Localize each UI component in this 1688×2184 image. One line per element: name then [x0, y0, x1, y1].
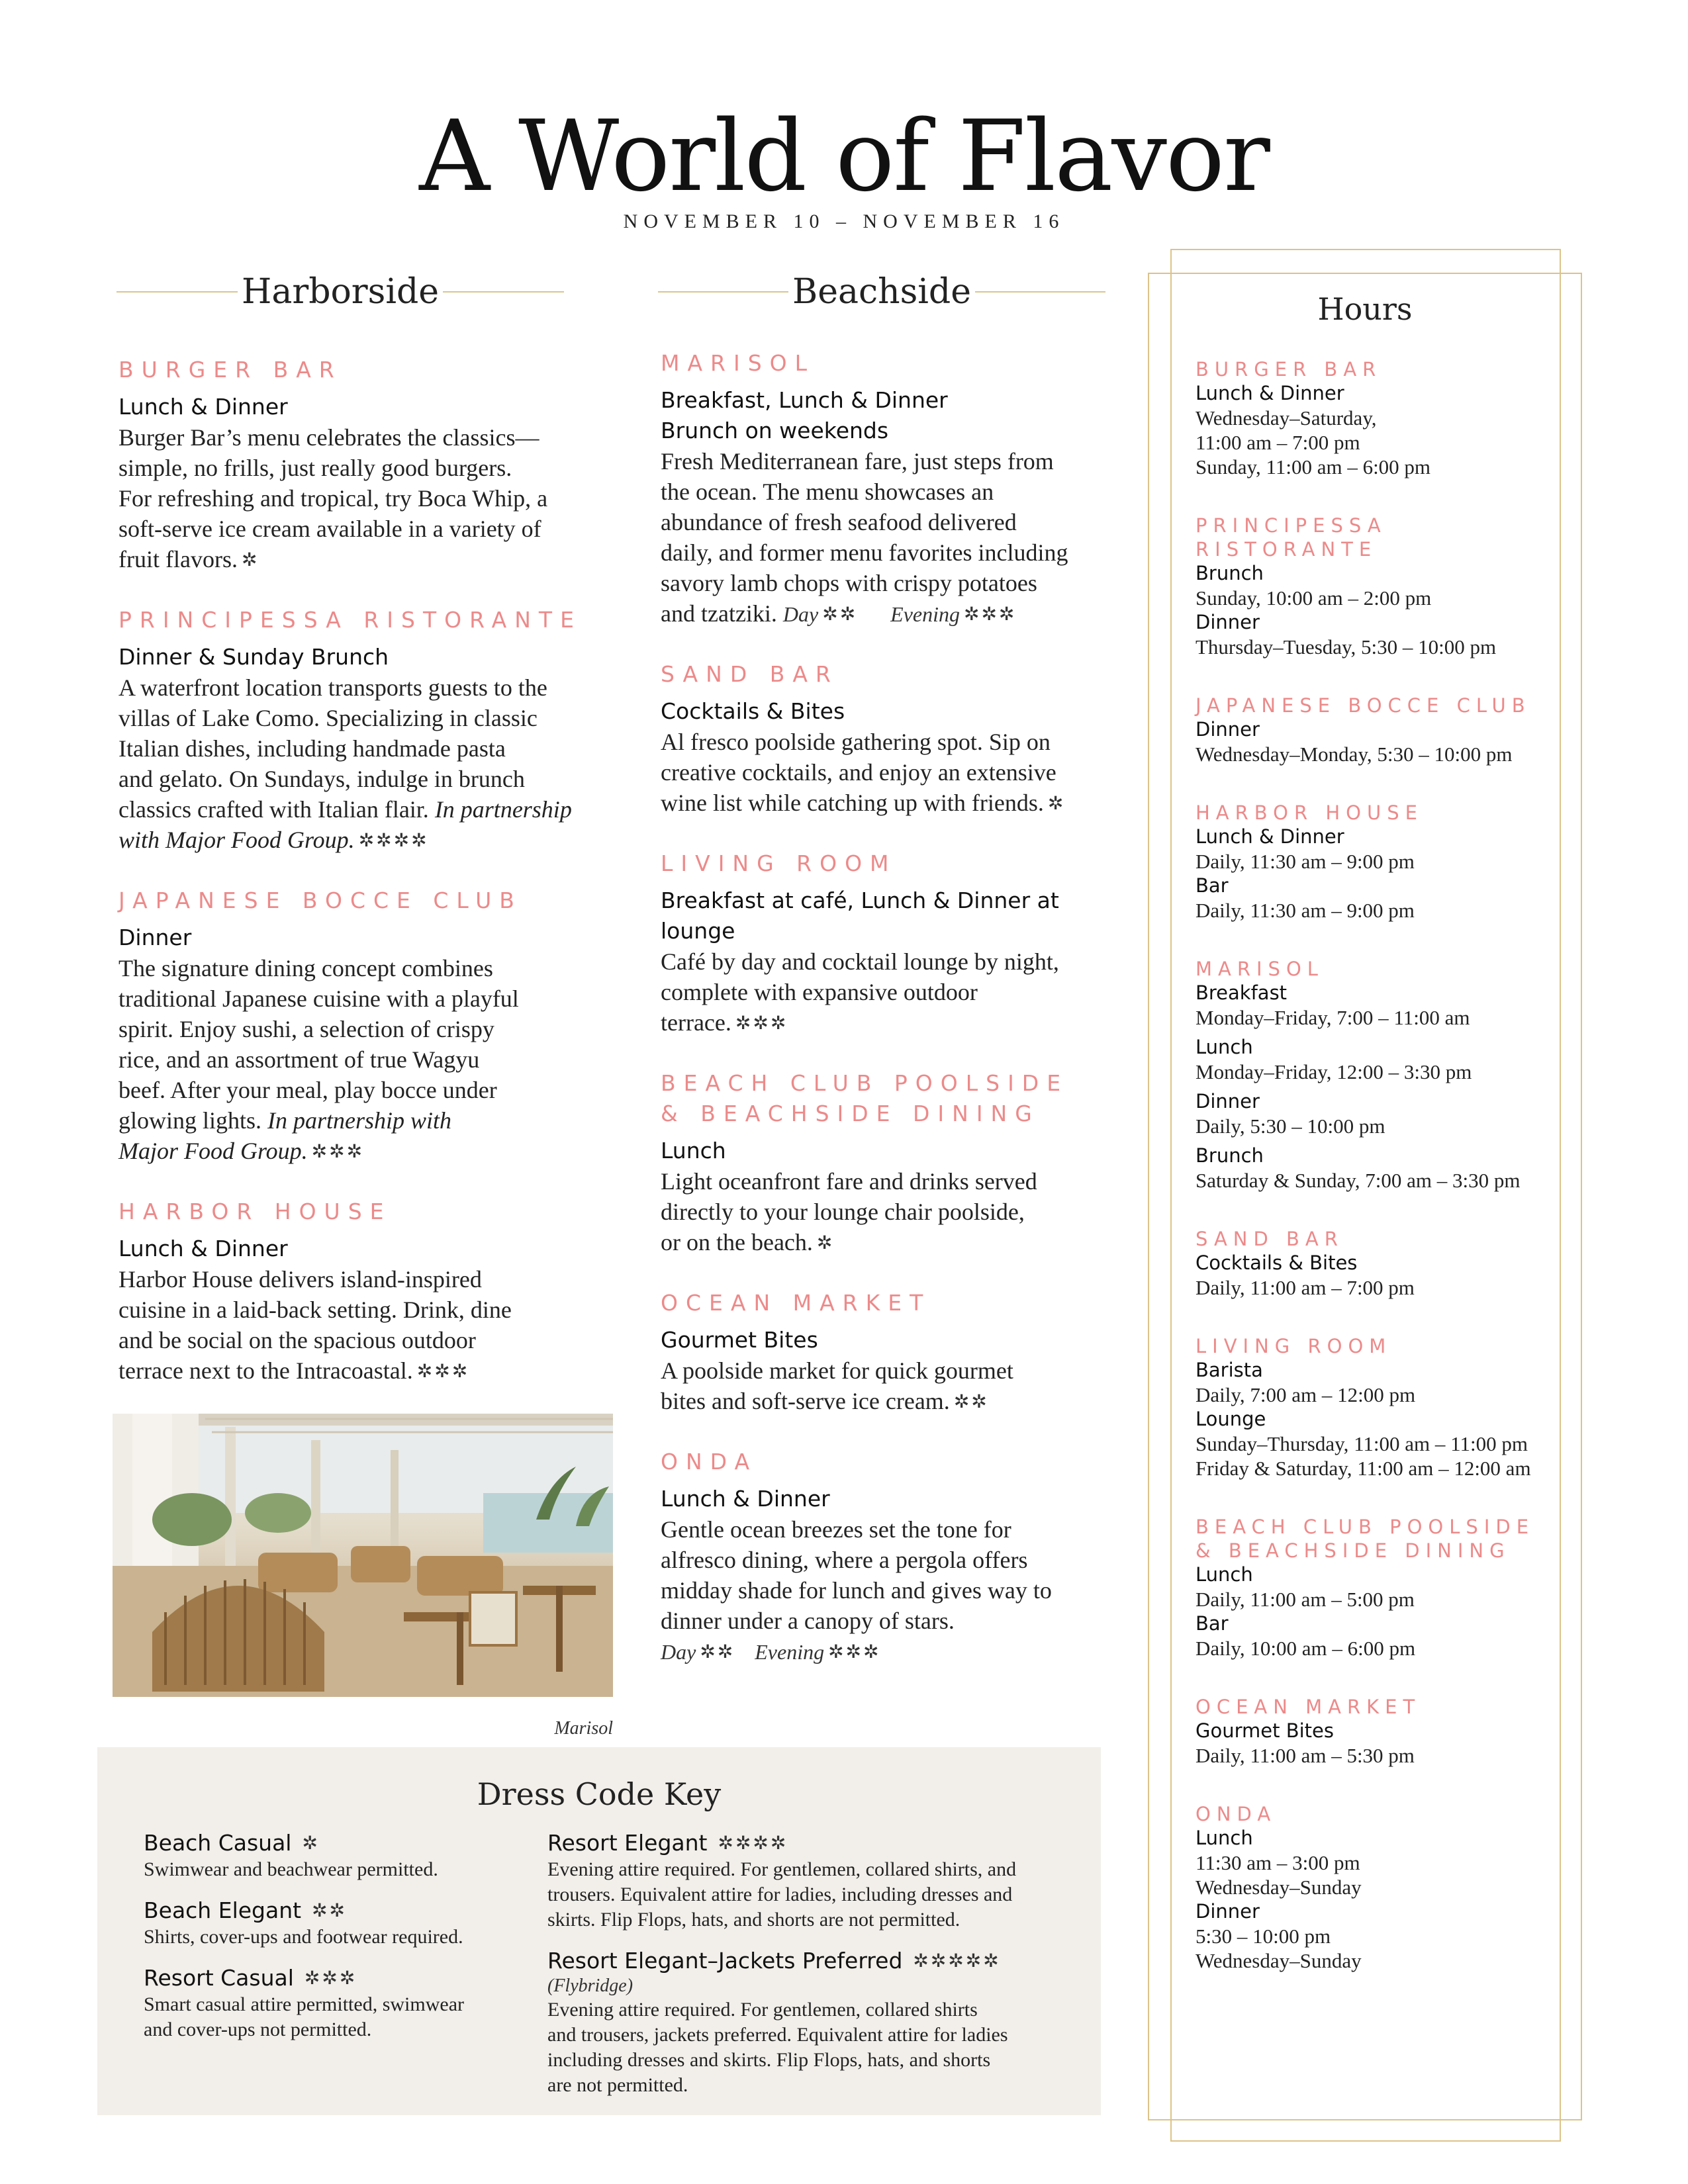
desc-italic: In partnership — [434, 796, 572, 823]
desc-line — [118, 1105, 635, 1136]
desc-italic: with Major Food Group. — [118, 827, 355, 853]
dress-code-label: Resort Elegant — [547, 1830, 708, 1856]
desc-line — [661, 1386, 1137, 1418]
spacer — [1196, 1480, 1566, 1515]
dress-code-description: and cover-ups not permitted. — [144, 2019, 372, 2040]
page-title: A World of Flavor — [419, 99, 1269, 213]
venue-name: PRINCIPESSA RISTORANTE — [118, 607, 582, 633]
dress-code-icon: ✲✲✲ — [416, 1361, 470, 1382]
hours-text: Sunday, 11:00 am – 6:00 pm — [1196, 455, 1431, 478]
dress-code-icon: ✲✲ — [953, 1392, 989, 1412]
dress-code-description: trousers. Equivalent attire for ladies, including dresses and — [547, 1884, 1013, 1905]
dress-code-label: Beach Elegant — [144, 1897, 302, 1923]
dress-code-label: Resort Casual — [144, 1965, 294, 1991]
desc-line: Al fresco poolside gathering spot. Sip on — [661, 729, 1051, 755]
desc-text: fruit flavors. — [118, 546, 238, 572]
dress-code-name — [144, 1964, 514, 1992]
hours-label: Barista — [1196, 1359, 1263, 1381]
desc-line: directly to your lounge chair poolside, — [661, 1199, 1025, 1225]
desc-line: The signature dining concept combines — [118, 955, 493, 981]
desc-line: Gentle ocean breezes set the tone for — [661, 1516, 1011, 1543]
hours-venue — [1196, 1802, 1566, 1973]
hours-heading: Hours — [1317, 291, 1413, 327]
venue-description — [661, 1514, 1137, 1668]
dress-code-icon: ✲✲✲✲✲ — [913, 1950, 1001, 1972]
desc-text: terrace. — [661, 1009, 731, 1036]
divider — [658, 291, 788, 293]
desc-line: beef. After your meal, play bocce under — [118, 1077, 497, 1103]
venue-name: HARBOR HOUSE — [118, 1199, 392, 1224]
harborside-heading — [117, 269, 564, 315]
beachside-heading — [658, 269, 1105, 315]
dress-code-icon: ✲✲ — [700, 1642, 735, 1662]
venue-description — [661, 1166, 1137, 1259]
desc-line — [661, 1636, 1137, 1668]
venue-burger-bar — [118, 355, 635, 576]
dress-code-icon: ✲✲✲ — [828, 1642, 881, 1662]
dress-code-heading: Dress Code Key — [477, 1776, 722, 1812]
venue-meal: Lunch & Dinner — [118, 394, 288, 420]
dress-code-label: Beach Casual — [144, 1830, 292, 1856]
hours-label: Lunch — [1196, 1563, 1253, 1586]
dress-code-left — [144, 1829, 514, 2042]
spacer — [547, 1933, 1077, 1947]
hours-text: Friday & Saturday, 11:00 am – 12:00 am — [1196, 1457, 1531, 1480]
spacer — [1196, 1138, 1566, 1144]
harborside-column — [118, 355, 635, 1387]
hours-label: Bar — [1196, 874, 1229, 897]
desc-line: daily, and former menu favorites including — [661, 539, 1068, 566]
hours-label: Brunch — [1196, 1144, 1264, 1167]
desc-line: complete with expansive outdoor — [661, 979, 978, 1005]
hours-venue-name: OCEAN MARKET — [1196, 1696, 1421, 1718]
hours-list — [1196, 357, 1566, 1973]
venue-meal: Gourmet Bites — [661, 1327, 818, 1353]
hours-venue — [1196, 801, 1566, 923]
hours-label: Dinner — [1196, 1900, 1260, 1923]
dress-code-icon: ✲ — [816, 1233, 835, 1253]
day-label: Day — [782, 602, 819, 626]
venue-ocean-market — [661, 1288, 1137, 1418]
day-label: Day — [661, 1640, 696, 1664]
hours-text: 5:30 – 10:00 pm — [1196, 1925, 1331, 1948]
hours-venue — [1196, 1695, 1566, 1768]
venue-description — [661, 946, 1137, 1039]
hours-label: Lunch — [1196, 1827, 1253, 1849]
dress-code-description: Evening attire required. For gentlemen, collared shirts — [547, 1999, 978, 2021]
venue-japanese-bocce-club — [118, 886, 635, 1167]
dress-code-label: Resort Elegant–Jackets Preferred — [547, 1948, 903, 1974]
dress-code-name — [144, 1829, 514, 1857]
hours-label: Gourmet Bites — [1196, 1719, 1334, 1742]
venue-meal: Cocktails & Bites — [661, 698, 845, 724]
venue-meal: Dinner & Sunday Brunch — [118, 644, 389, 670]
hours-label: Cocktails & Bites — [1196, 1251, 1358, 1274]
desc-line — [118, 1136, 635, 1167]
desc-line: the ocean. The menu showcases an — [661, 478, 994, 505]
desc-line: spirit. Enjoy sushi, a selection of crispy — [118, 1016, 494, 1042]
evening-label: Evening — [755, 1640, 825, 1664]
desc-text: bites and soft-serve ice cream. — [661, 1388, 950, 1414]
date-range: NOVEMBER 10 – NOVEMBER 16 — [623, 210, 1065, 232]
hours-text: Saturday & Sunday, 7:00 am – 3:30 pm — [1196, 1169, 1521, 1192]
hours-label: Dinner — [1196, 611, 1260, 633]
hours-text: Daily, 10:00 am – 6:00 pm — [1196, 1637, 1416, 1660]
hours-text: Daily, 11:00 am – 5:30 pm — [1196, 1744, 1415, 1767]
hours-venue-name: JAPANESE BOCCE CLUB — [1196, 694, 1531, 717]
venue-meal: Breakfast, Lunch & Dinner — [661, 387, 948, 413]
hours-venue-name: BEACH CLUB POOLSIDE — [1196, 1516, 1535, 1538]
desc-line: midday shade for lunch and gives way to — [661, 1577, 1052, 1604]
venue-name: BURGER BAR — [118, 357, 342, 383]
desc-line: creative cocktails, and enjoy an extensive — [661, 759, 1056, 786]
venue-name: MARISOL — [661, 350, 816, 376]
hours-text: Monday–Friday, 7:00 – 11:00 am — [1196, 1006, 1470, 1029]
dress-code-description: Evening attire required. For gentlemen, collared shirts, and — [547, 1858, 1017, 1880]
hours-text: 11:30 am – 3:00 pm — [1196, 1851, 1360, 1874]
hours-text: Daily, 11:00 am – 5:00 pm — [1196, 1588, 1415, 1611]
venue-name: OCEAN MARKET — [661, 1290, 931, 1316]
beachside-heading-text: Beachside — [792, 272, 971, 312]
dress-code-description: Swimwear and beachwear permitted. — [144, 1858, 438, 1880]
desc-line — [118, 794, 635, 825]
dress-code-icon: ✲ — [1047, 794, 1066, 814]
desc-line — [661, 598, 1137, 630]
hours-venue-name: & BEACHSIDE DINING — [1196, 1539, 1511, 1562]
desc-line: soft-serve ice cream available in a variety of — [118, 516, 541, 542]
venue-sand-bar — [661, 659, 1137, 819]
hours-text: Daily, 11:30 am – 9:00 pm — [1196, 850, 1415, 873]
desc-line: Fresh Mediterranean fare, just steps from — [661, 448, 1054, 475]
hours-venue — [1196, 1334, 1566, 1480]
dress-code-icon: ✲✲✲ — [964, 604, 1017, 625]
desc-line: Burger Bar’s menu celebrates the classics— — [118, 424, 539, 451]
hours-text: Wednesday–Sunday — [1196, 1876, 1362, 1899]
hours-text: Monday–Friday, 12:00 – 3:30 pm — [1196, 1060, 1472, 1083]
venue-description — [118, 953, 635, 1167]
desc-line: villas of Lake Como. Specializing in classic — [118, 705, 538, 731]
desc-line: A waterfront location transports guests to the — [118, 674, 547, 701]
dress-code-icon: ✲ — [241, 550, 259, 570]
hours-text: Daily, 11:00 am – 7:00 pm — [1196, 1276, 1415, 1299]
dress-code-right — [547, 1829, 1077, 2098]
spacer — [1196, 1193, 1566, 1227]
venue-description — [661, 727, 1137, 819]
dress-code-icon: ✲✲ — [822, 604, 858, 625]
hours-text: Sunday, 10:00 am – 2:00 pm — [1196, 586, 1432, 610]
restaurant-photo — [113, 1414, 613, 1697]
hours-venue — [1196, 1515, 1566, 1661]
hours-label: Dinner — [1196, 1090, 1260, 1113]
desc-line — [661, 788, 1137, 819]
hours-venue — [1196, 694, 1566, 766]
hours-label: Lunch & Dinner — [1196, 825, 1344, 848]
hours-text: 11:00 am – 7:00 pm — [1196, 431, 1360, 454]
venue-name: JAPANESE BOCCE CLUB — [118, 887, 522, 913]
spacer — [144, 1950, 514, 1964]
hours-text: Wednesday–Saturday, — [1196, 406, 1377, 430]
venue-description — [118, 672, 635, 856]
hours-label: Dinner — [1196, 718, 1260, 741]
hours-text: Wednesday–Sunday — [1196, 1949, 1362, 1972]
divider — [975, 291, 1105, 293]
dress-code-name — [547, 1947, 1077, 1975]
desc-line: and be social on the spacious outdoor — [118, 1327, 476, 1353]
desc-line — [118, 544, 635, 576]
venue-living-room — [661, 848, 1137, 1039]
desc-text: glowing lights. — [118, 1107, 262, 1134]
dress-code-icon: ✲✲✲ — [304, 1967, 357, 1989]
desc-line: Italian dishes, including handmade pasta — [118, 735, 506, 762]
venue-name: BEACH CLUB POOLSIDE — [661, 1070, 1069, 1096]
desc-line: traditional Japanese cuisine with a playful — [118, 985, 519, 1012]
desc-line: dinner under a canopy of stars. — [661, 1608, 955, 1634]
venue-name: LIVING ROOM — [661, 850, 897, 876]
dress-code-description: including dresses and skirts. Flip Flops, hats, and shorts — [547, 2049, 991, 2071]
venue-description — [661, 446, 1137, 630]
venue-name: & BEACHSIDE DINING — [661, 1101, 1040, 1126]
desc-line: savory lamb chops with crispy potatoes — [661, 570, 1037, 596]
harborside-heading-text: Harborside — [241, 272, 440, 312]
dress-code-key — [97, 1747, 1101, 2115]
desc-line: A poolside market for quick gourmet — [661, 1357, 1013, 1384]
spacer — [1196, 1300, 1566, 1334]
desc-line — [661, 1007, 1137, 1039]
venue-description — [118, 422, 635, 576]
spacer — [1196, 766, 1566, 801]
spacer — [144, 1882, 514, 1897]
hours-venue — [1196, 357, 1566, 479]
dress-code-sub: (Flybridge) — [547, 1976, 633, 1996]
desc-text: and tzatziki. — [661, 600, 777, 627]
spacer — [1196, 1768, 1566, 1802]
venue-meal: Lunch — [661, 1138, 726, 1163]
hours-text: Wednesday–Monday, 5:30 – 10:00 pm — [1196, 743, 1513, 766]
desc-line — [661, 1227, 1137, 1259]
hours-label: Lunch — [1196, 1036, 1253, 1058]
spacer — [1196, 1661, 1566, 1695]
desc-italic: Major Food Group. — [118, 1138, 308, 1164]
hours-label: Breakfast — [1196, 981, 1288, 1004]
dress-code-icon: ✲✲✲✲ — [718, 1832, 788, 1854]
hours-text: Thursday–Tuesday, 5:30 – 10:00 pm — [1196, 635, 1497, 659]
dress-code-icon: ✲✲✲✲ — [358, 831, 429, 851]
dress-code-icon: ✲✲✲ — [735, 1013, 788, 1034]
spacer — [1196, 923, 1566, 957]
spacer — [1196, 659, 1566, 694]
desc-text: classics crafted with Italian flair. — [118, 796, 429, 823]
restaurant-photo-illustration — [113, 1414, 613, 1697]
beachside-column — [661, 348, 1137, 1668]
dress-code-description: Shirts, cover-ups and footwear required. — [144, 1926, 463, 1948]
desc-line: For refreshing and tropical, try Boca Whip, a — [118, 485, 548, 512]
venue-meal: Brunch on weekends — [661, 418, 889, 443]
dress-code-icon: ✲✲✲ — [311, 1142, 365, 1162]
desc-italic: In partnership with — [267, 1107, 452, 1134]
hours-venue-name: PRINCIPESSA RISTORANTE — [1196, 514, 1387, 561]
dress-code-description: Smart casual attire permitted, swimwear — [144, 1993, 464, 2015]
hours-venue-name: MARISOL — [1196, 958, 1324, 980]
hours-label: Lounge — [1196, 1408, 1266, 1430]
photo-caption: Marisol — [554, 1718, 613, 1739]
venue-name: SAND BAR — [661, 661, 839, 687]
hours-label: Lunch & Dinner — [1196, 382, 1344, 404]
hours-text: Daily, 7:00 am – 12:00 pm — [1196, 1383, 1416, 1406]
desc-line: rice, and an assortment of true Wagyu — [118, 1046, 480, 1073]
hours-venue — [1196, 514, 1566, 659]
divider — [443, 291, 564, 293]
hours-text: Daily, 11:30 am – 9:00 pm — [1196, 899, 1415, 922]
venue-description — [661, 1355, 1137, 1418]
dress-code-name — [547, 1829, 1077, 1857]
desc-line: Light oceanfront fare and drinks served — [661, 1168, 1037, 1195]
desc-text: wine list while catching up with friends. — [661, 790, 1044, 816]
spacer — [1196, 1030, 1566, 1035]
dress-code-description: and trousers, jackets preferred. Equivalent attire for ladies — [547, 2024, 1008, 2046]
dress-code-description: skirts. Flip Flops, hats, and shorts are not permitted. — [547, 1909, 961, 1931]
venue-principessa — [118, 605, 635, 856]
hours-label: Brunch — [1196, 562, 1264, 584]
evening-label: Evening — [890, 602, 960, 626]
desc-line: cuisine in a laid-back setting. Drink, dine — [118, 1297, 512, 1323]
venue-meal: Dinner — [118, 925, 192, 950]
divider — [117, 291, 238, 293]
desc-line: Café by day and cocktail lounge by night, — [661, 948, 1059, 975]
dress-code-icon: ✲✲ — [312, 1899, 347, 1921]
venue-meal: Lunch & Dinner — [661, 1486, 830, 1512]
venue-name: ONDA — [661, 1449, 758, 1475]
dress-code-name — [144, 1897, 514, 1925]
hours-venue-name: HARBOR HOUSE — [1196, 801, 1423, 824]
hours-venue — [1196, 957, 1566, 1193]
desc-line — [118, 825, 635, 856]
spacer — [1196, 479, 1566, 514]
spacer — [1196, 1084, 1566, 1089]
desc-line: simple, no frills, just really good burgers. — [118, 455, 512, 481]
venue-meal: Lunch & Dinner — [118, 1236, 288, 1261]
venue-harbor-house — [118, 1197, 635, 1387]
desc-text: terrace next to the Intracoastal. — [118, 1357, 413, 1384]
venue-description — [118, 1264, 635, 1387]
desc-text: or on the beach. — [661, 1229, 813, 1255]
desc-line: Harbor House delivers island-inspired — [118, 1266, 482, 1293]
dress-code-description: are not permitted. — [547, 2074, 688, 2096]
hours-venue-name: SAND BAR — [1196, 1228, 1344, 1250]
hours-venue-name: LIVING ROOM — [1196, 1335, 1392, 1357]
desc-line — [118, 1355, 635, 1387]
hours-text: Sunday–Thursday, 11:00 am – 11:00 pm — [1196, 1432, 1528, 1455]
hours-venue-name: BURGER BAR — [1196, 358, 1382, 381]
venue-beach-club — [661, 1068, 1137, 1259]
hours-venue-name: ONDA — [1196, 1803, 1277, 1825]
desc-line: abundance of fresh seafood delivered — [661, 509, 1017, 535]
desc-line: alfresco dining, where a pergola offers — [661, 1547, 1028, 1573]
hours-text: Daily, 5:30 – 10:00 pm — [1196, 1115, 1385, 1138]
desc-line: and gelato. On Sundays, indulge in brunch — [118, 766, 525, 792]
hours-label: Bar — [1196, 1612, 1229, 1635]
venue-marisol — [661, 348, 1137, 630]
dress-code-icon: ✲ — [302, 1832, 320, 1854]
venue-meal: Breakfast at café, Lunch & Dinner at lounge — [661, 887, 1059, 944]
venue-onda — [661, 1447, 1137, 1668]
hours-venue — [1196, 1227, 1566, 1300]
